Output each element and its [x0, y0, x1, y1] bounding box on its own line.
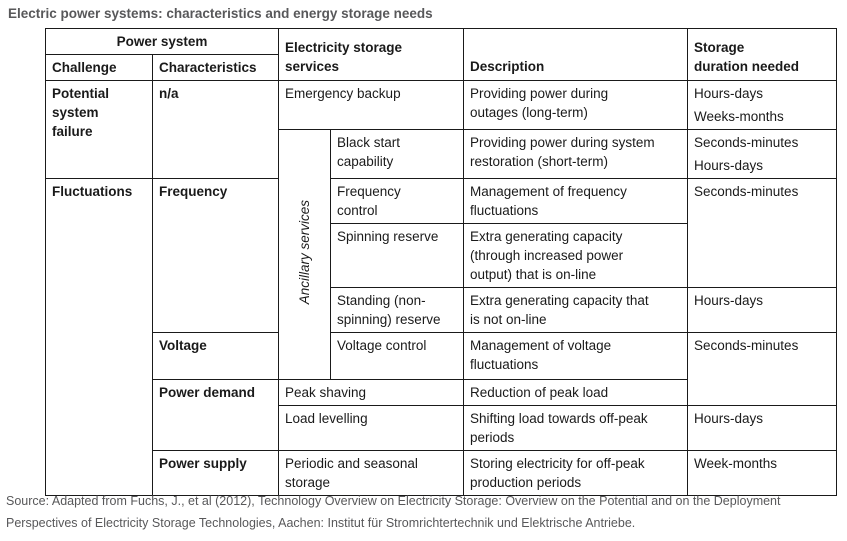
characteristics-power-supply: Power supply [153, 451, 279, 496]
header-characteristics: Characteristics [153, 55, 279, 81]
characteristics-voltage: Voltage [153, 333, 279, 380]
service-load-levelling: Load levelling [279, 406, 464, 451]
duration-emergency-backup: Hours-days Weeks-months [688, 81, 837, 130]
service-frequency-control: Frequency control [331, 179, 464, 224]
characteristics-na: n/a [153, 81, 279, 179]
source-line-2: Perspectives of Electricity Storage Technologies, Aachen: Institut für Stromrichtertechnik und Elektrische Antriebe. [6, 516, 636, 530]
duration-standing-reserve: Hours-days [688, 288, 837, 333]
duration-load-levelling: Hours-days [688, 406, 837, 451]
description-spinning-reserve: Extra generating capacity (through increased power output) that is on-line [464, 224, 688, 288]
service-group-ancillary-services [279, 130, 331, 380]
table-row-periodic-storage [46, 451, 837, 496]
challenge-fluctuations: Fluctuations [46, 179, 153, 496]
header-description: Description [464, 29, 688, 81]
ancillary-services-label: Ancillary services [297, 199, 313, 305]
duration-periodic-storage: Week-months [688, 451, 837, 496]
description-standing-reserve: Extra generating capacity that is not on-line [464, 288, 688, 333]
service-voltage-control: Voltage control [331, 333, 464, 380]
description-black-start: Providing power during system restoration (short-term) [464, 130, 688, 179]
characteristics-frequency: Frequency [153, 179, 279, 333]
header-power-system: Power system [46, 29, 279, 55]
header-storage-duration: Storage duration needed [688, 29, 837, 81]
service-peak-shaving: Peak shaving [279, 380, 464, 406]
description-frequency-control: Management of frequency fluctuations [464, 179, 688, 224]
description-voltage-control: Management of voltage fluctuations [464, 333, 688, 380]
header-row-1 [46, 29, 837, 55]
challenge-potential-system-failure: Potential system failure [46, 81, 153, 179]
source-line-1: Source: Adapted from Fuchs, J., et al (2012), Technology Overview on Electricity Storage: Overview on the Potential and on the Deployment [6, 494, 781, 508]
description-periodic-storage: Storing electricity for off-peak production periods [464, 451, 688, 496]
characteristics-power-demand: Power demand [153, 380, 279, 451]
header-storage-services: Electricity storage services [279, 29, 464, 81]
description-emergency-backup: Providing power during outages (long-term) [464, 81, 688, 130]
header-challenge: Challenge [46, 55, 153, 81]
table-row-emergency-backup [46, 81, 837, 130]
service-periodic-storage: Periodic and seasonal storage [279, 451, 464, 496]
duration-black-start: Seconds-minutes Hours-days [688, 130, 837, 179]
service-spinning-reserve: Spinning reserve [331, 224, 464, 288]
description-peak-shaving: Reduction of peak load [464, 380, 688, 406]
power-systems-storage-table [45, 28, 837, 496]
duration-frequency-control: Seconds-minutes [688, 179, 837, 288]
duration-voltage-control: Seconds-minutes [688, 333, 837, 406]
service-emergency-backup: Emergency backup [279, 81, 464, 130]
table-row-voltage-control [46, 333, 837, 380]
page-title: Electric power systems: characteristics and energy storage needs [8, 6, 433, 21]
service-black-start: Black start capability [331, 130, 464, 179]
description-load-levelling: Shifting load towards off-peak periods [464, 406, 688, 451]
table-row-frequency-control [46, 179, 837, 224]
service-standing-reserve: Standing (non- spinning) reserve [331, 288, 464, 333]
source-note [6, 490, 780, 534]
